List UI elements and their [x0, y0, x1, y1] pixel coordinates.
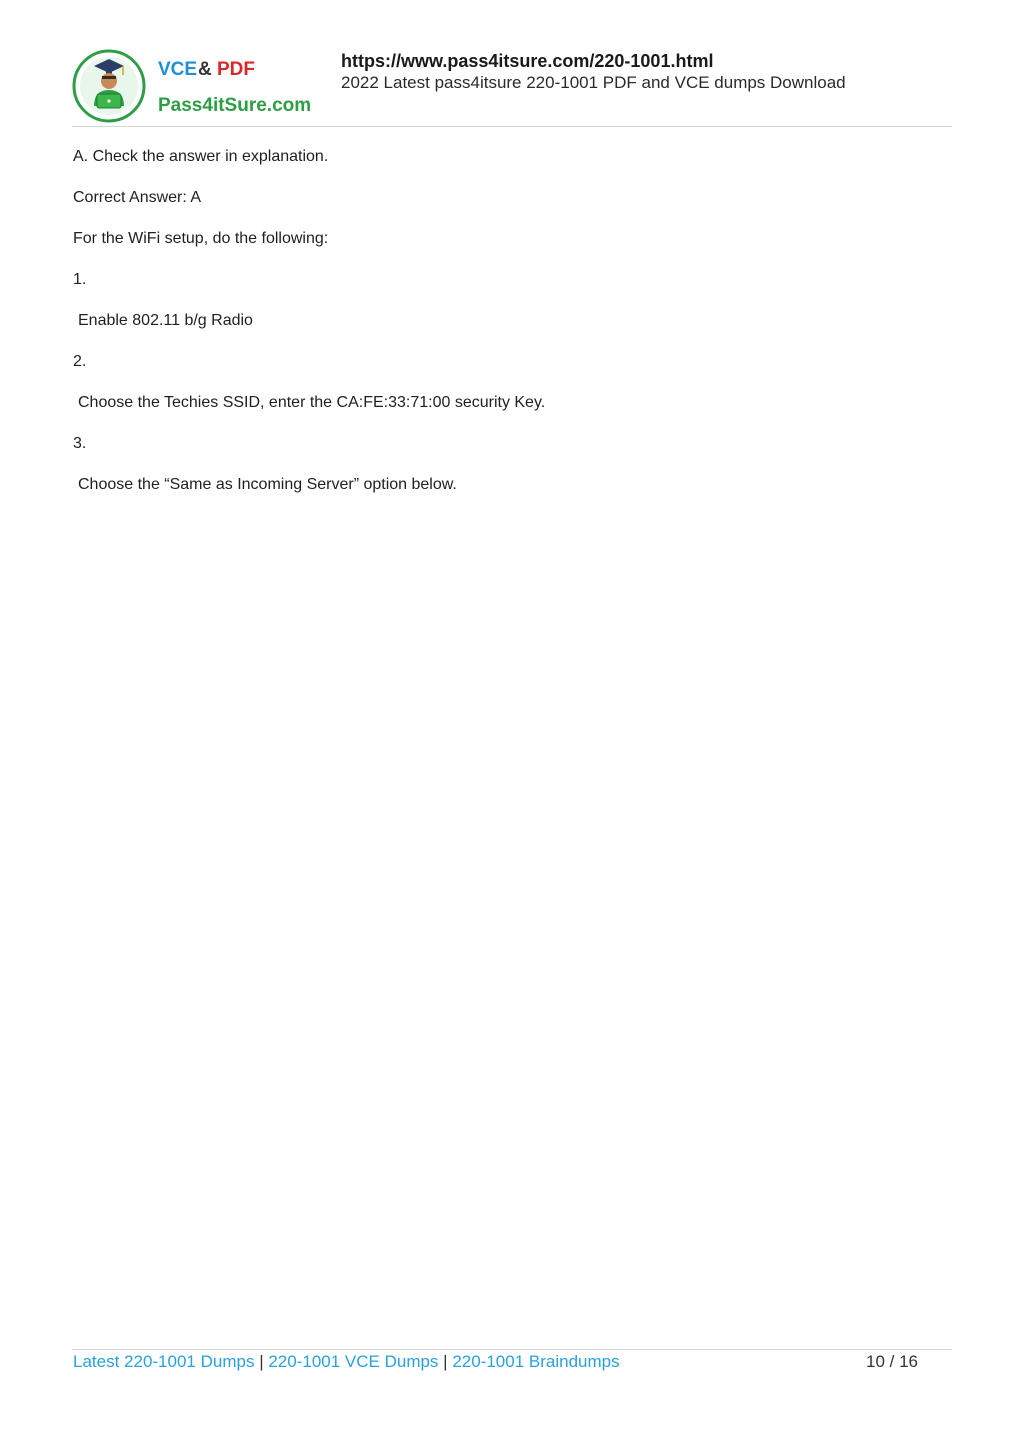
answer-option: A. Check the answer in explanation.: [73, 148, 329, 165]
instructions-intro: For the WiFi setup, do the following:: [73, 230, 329, 247]
step-text: Choose the Techies SSID, enter the CA:FE:33:71:00 security Key.: [78, 394, 546, 411]
footer-link-latest-dumps[interactable]: Latest 220-1001 Dumps: [73, 1352, 255, 1371]
page-header: [72, 44, 952, 126]
header-url[interactable]: https://www.pass4itsure.com/220-1001.html: [341, 51, 714, 71]
header-divider: [72, 126, 952, 127]
page-content: [73, 146, 933, 515]
footer-separator: |: [443, 1352, 448, 1371]
step-text: Enable 802.11 b/g Radio: [78, 312, 253, 329]
page-footer: [73, 1351, 918, 1373]
page-number: 10 / 16: [866, 1352, 918, 1371]
logo-site-text: Pass4itSure.com: [158, 95, 312, 116]
footer-separator: |: [259, 1352, 264, 1371]
step-number: 1.: [73, 271, 87, 288]
step-number: 3.: [73, 435, 87, 452]
footer-link-vce-dumps[interactable]: 220-1001 VCE Dumps: [268, 1352, 439, 1371]
logo-pdf-text: PDF: [217, 59, 255, 80]
pass4itsure-logo: [72, 46, 317, 126]
header-subtitle: 2022 Latest pass4itsure 220-1001 PDF and VCE dumps Download: [341, 73, 846, 92]
header-text-block: [341, 50, 846, 94]
logo-vce-text: VCE: [158, 59, 198, 80]
footer-divider: [72, 1349, 952, 1350]
footer-link-braindumps[interactable]: 220-1001 Braindumps: [452, 1352, 620, 1371]
step-number: 2.: [73, 353, 87, 370]
correct-answer: Correct Answer: A: [73, 189, 202, 206]
logo-graphic: [72, 46, 317, 126]
step-text: Choose the “Same as Incoming Server” option below.: [78, 476, 457, 493]
logo-amp-text: &: [198, 59, 212, 80]
